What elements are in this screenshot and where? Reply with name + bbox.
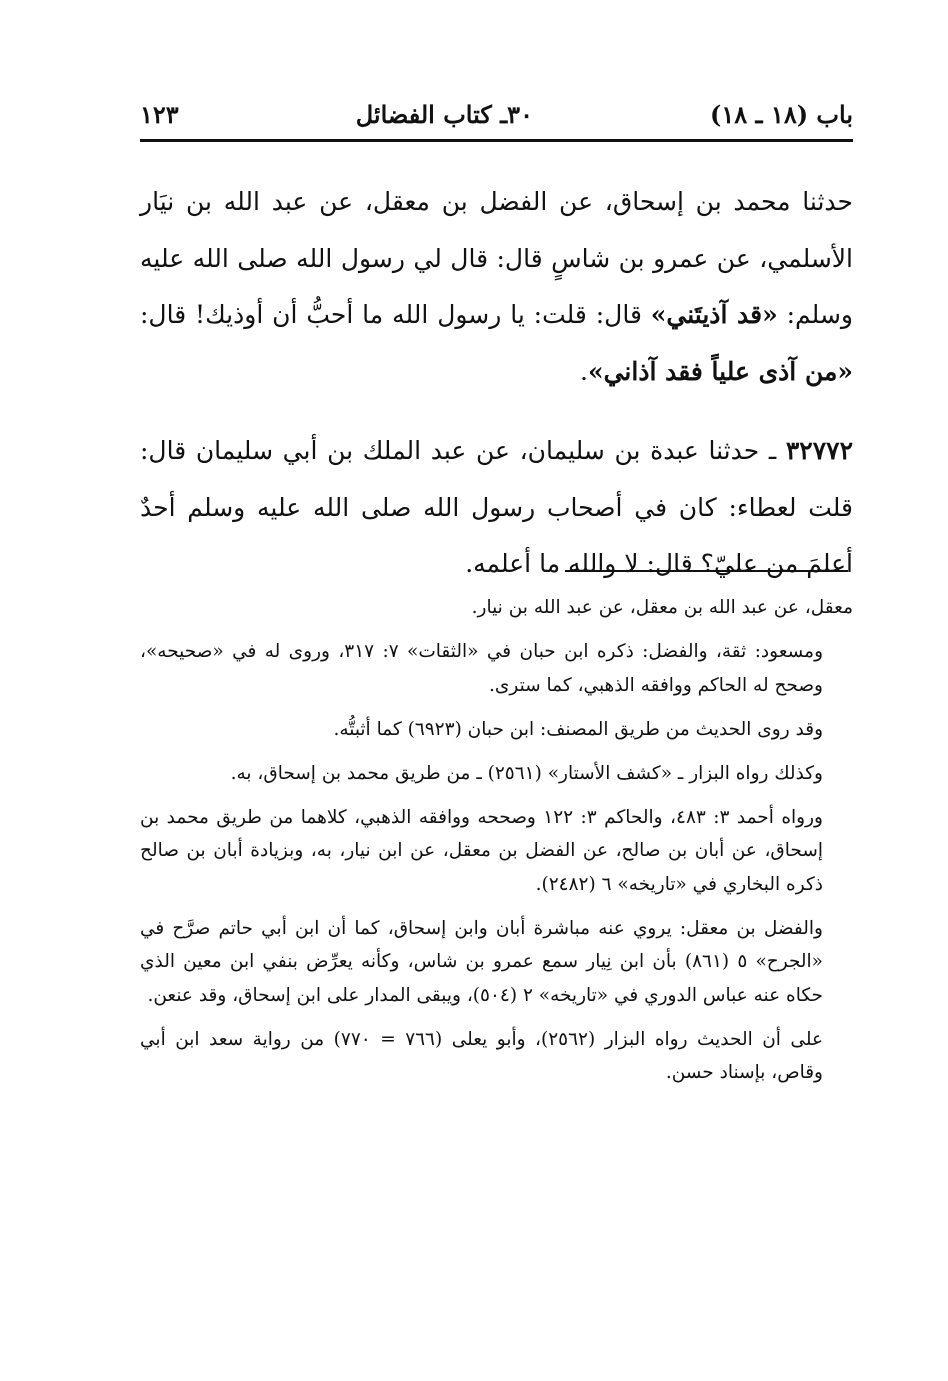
hadith-quote: «قد آذيتَني»: [650, 300, 778, 329]
hadith-text: حدثنا محمد بن إسحاق، عن الفضل بن معقل، عن عبد الله بن نيَار الأسلمي، عن عمرو بن شاسٍ قال: قال لي رسول الله صلى الله عليه وسلم:: [140, 187, 853, 329]
footnote-paragraph: على أن الحديث رواه البزار (٢٥٦٢)، وأبو يعلى (٧٦٦ = ٧٧٠) من رواية سعد ابن أبي وقاص، بإسناد حسن.: [140, 1028, 824, 1083]
hadith-number: ٣٢٧٧٢: [785, 436, 853, 465]
hadith-text: .: [580, 356, 588, 386]
page-number: ١٢٣: [140, 99, 179, 129]
footnote-paragraph: وكذلك رواه البزار ـ «كشف الأستار» (٢٥٦١) ـ من طريق محمد بن إسحاق، به.: [230, 762, 823, 784]
footnote-separator: [565, 570, 848, 572]
hadith-text: ـ حدثنا عبدة بن سليمان، عن عبد الملك بن أبي سليمان قال: قلت لعطاء: كان في أصحاب رسول الله صلى الله عليه وسلم أحدٌ أعلمَ من عليّ؟ قال: لا والله ما أعلمه.: [140, 436, 853, 578]
footnote-paragraph: ورواه أحمد ٣: ٤٨٣، والحاكم ٣: ١٢٢ وصححه ووافقه الذهبي، كلاهما من طريق محمد بن إسحاق، عن أبان بن صالح، عن الفضل بن معقل، عن ابن نيار، به، وبزيادة أبان بن صالح ذكره البخاري في «تاريخه» ٦ (٢٤٨٢).: [140, 806, 823, 895]
hadith-paragraph: [140, 423, 853, 593]
footnote-paragraph: معقل، عن عبد الله بن معقل، عن عبد الله بن نيار.: [471, 597, 853, 618]
footnotes: [140, 591, 853, 1090]
hadith-quote: «من آذى علياً فقد آذاني»: [587, 356, 853, 386]
main-text: [140, 174, 853, 593]
footnote-paragraph: ومسعود: ثقة، والفضل: ذكره ابن حبان في «الثقات» ٧: ٣١٧، وروى له في «صحيحه»، وصحح له الحاكم ووافقه الذهبي، كما سترى.: [140, 641, 823, 696]
hadith-text: قال: قلت: يا رسول الله ما أحبُّ أن أوذيك! قال:: [140, 300, 651, 329]
chapter-heading: باب (١٨ ـ ١٨): [710, 99, 853, 129]
footnote-paragraph: وقد روى الحديث من طريق المصنف: ابن حبان (٦٩٢٣) كما أثبتُّه.: [333, 718, 823, 740]
footnote-paragraph: والفضل بن معقل: يروي عنه مباشرة أبان وابن إسحاق، كما أن ابن أبي حاتم صرَّح في «الجرح» ٥ (٨٦١) بأن ابن نِيار سمع عمرو بن شاس، وكأنه يعرِّض بنفي ابن معين الذي حكاه عنه عباس الدوري في «تاريخه» ٢ (٥٠٤)، ويبقى المدار على ابن إسحاق، وقد عنعن.: [140, 917, 823, 1006]
hadith-paragraph: [140, 174, 853, 400]
book-title: ٣٠ـ كتاب الفضائل: [355, 99, 533, 129]
page-header: [140, 92, 853, 136]
header-rule: [140, 139, 853, 142]
